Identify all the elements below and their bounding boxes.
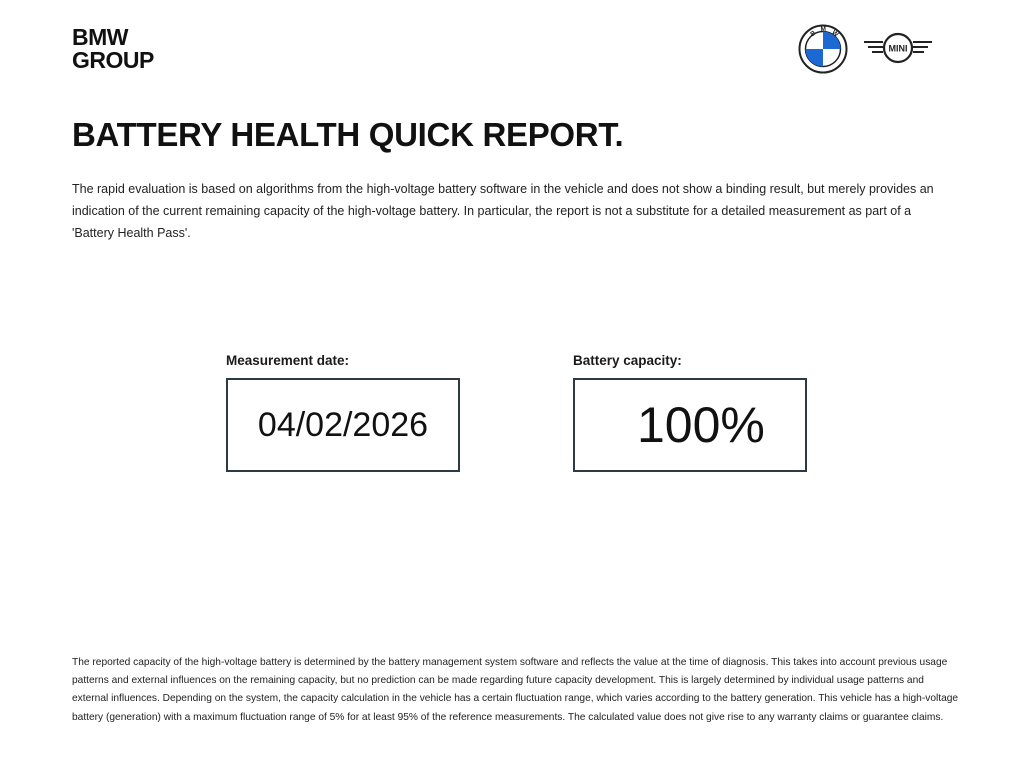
measurement-date-value: 04/02/2026 xyxy=(257,405,429,444)
intro-paragraph: The rapid evaluation is based on algorithms from the high-voltage battery software in the vehicle and does not show a binding result, but merely provides an indication of the current remaining capacity of the high-voltage battery. In particular, the report is not a substitute for a detailed measurement as part of a 'Battery Health Pass'. xyxy=(72,182,934,240)
measurement-date-label: Measurement date: xyxy=(226,353,350,368)
brand-logos xyxy=(798,24,934,74)
page-title: BATTERY HEALTH QUICK REPORT. xyxy=(72,116,624,153)
disclaimer-footnote: The reported capacity of the high-voltage battery is determined by the battery management system software and reflects the value at the time of diagnosis. This takes into account previous usage patterns and external influences on the remaining capacity, but no prediction can be made regarding future capacity development. This is largely determined by individual usage patterns and external influences. Depending on the system, the capacity calculation in the vehicle has a certain fluctuation range, which varies according to the battery generation. This vehicle has a high-voltage battery (generation) with a maximum fluctuation range of 5% for at least 95% of the reference measurements. The calculated value does not give rise to any warranty claims or guarantee claims. xyxy=(72,657,959,723)
svg-text:M: M xyxy=(820,26,826,34)
bmw-group-logo xyxy=(72,26,154,72)
measurement-date-box xyxy=(226,378,460,472)
battery-capacity-label: Battery capacity: xyxy=(573,353,682,368)
mini-logo-text: MINI xyxy=(888,43,908,54)
battery-capacity-box xyxy=(573,378,807,472)
svg-text:B: B xyxy=(809,29,818,39)
bmw-roundel-icon xyxy=(798,24,848,74)
mini-wings-icon xyxy=(862,32,934,66)
svg-text:W: W xyxy=(830,29,840,39)
battery-capacity-value: 100% xyxy=(637,397,765,453)
measurement-date-field xyxy=(226,352,460,472)
battery-capacity-field xyxy=(573,352,807,472)
brand-line-1: BMW xyxy=(72,24,128,50)
brand-line-2: GROUP xyxy=(72,47,154,73)
